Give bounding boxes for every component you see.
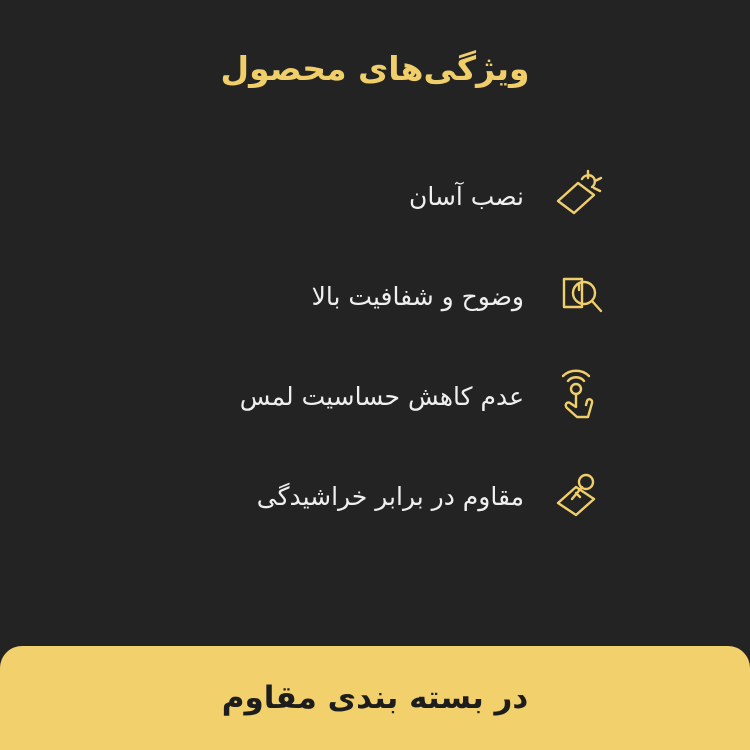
list-item <box>140 260 610 332</box>
hand-install-icon <box>548 165 610 227</box>
scratch-resistant-icon <box>548 465 610 527</box>
page-title: ویژگی‌های محصول <box>220 49 530 88</box>
list-item <box>140 360 610 432</box>
features-list <box>0 160 750 532</box>
list-item <box>140 160 610 232</box>
list-item <box>140 460 610 532</box>
magnifier-clarity-icon <box>548 265 610 327</box>
touch-sensitivity-icon <box>548 365 610 427</box>
list-item-label: عدم کاهش حساسیت لمس <box>239 381 524 411</box>
footer-banner <box>0 646 750 750</box>
list-item-label: مقاوم در برابر خراشیدگی <box>256 481 524 511</box>
list-item-label: نصب آسان <box>408 181 524 211</box>
list-item-label: وضوح و شفافیت بالا <box>311 281 524 311</box>
footer-text: در بسته بندی مقاوم <box>221 680 529 716</box>
